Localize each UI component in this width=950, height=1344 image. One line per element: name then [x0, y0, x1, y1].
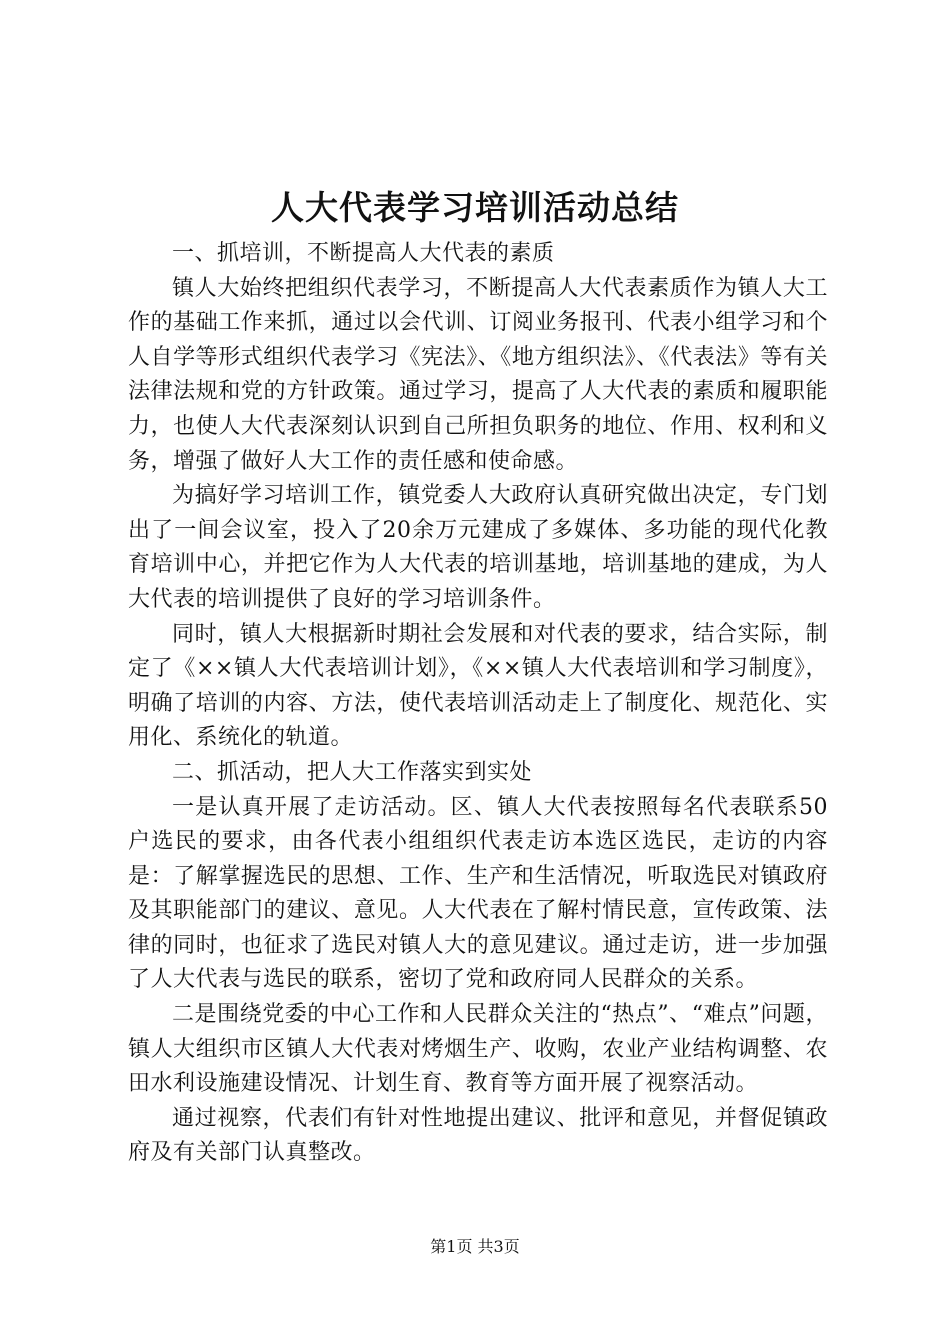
- paragraph-training-center: 为搞好学习培训工作，镇党委人大政府认真研究做出决定，专门划出了一间会议室，投入了20余万元建成了多媒体、多功能的现代化教育培训中心，并把它作为人大代表的培训基地，培训基地的建成，为人大代表的培训提供了良好的学习培训条件。: [128, 483, 828, 612]
- document-title: 人大代表学习培训活动总结: [271, 188, 679, 227]
- document-body: [128, 237, 828, 1171]
- paragraph-inspection-result: 通过视察，代表们有针对性地提出建议、批评和意见，并督促镇政府及有关部门认真整改。: [128, 1105, 828, 1166]
- paragraph-study: 镇人大始终把组织代表学习，不断提高人大代表素质作为镇人大工作的基础工作来抓，通过以会代训、订阅业务报刊、代表小组学习和个人自学等形式组织代表学习《宪法》、《地方组织法》、《代表法》等有关法律法规和党的方针政策。通过学习，提高了人大代表的素质和履职能力，也使人大代表深刻认识到自己所担负职务的地位、作用、权利和义务，增强了做好人大工作的责任感和使命感。: [128, 275, 828, 474]
- paragraph-inspection: 二是围绕党委的中心工作和人民群众关注的“热点”、“难点”问题，镇人大组织市区镇人大代表对烤烟生产、收购，农业产业结构调整、农田水利设施建设情况、计划生育、教育等方面开展了视察活动。: [128, 1002, 828, 1097]
- page-number: 第1页 共3页: [430, 1237, 520, 1256]
- paragraph-training-plan: 同时，镇人大根据新时期社会发展和对代表的要求，结合实际，制定了《××镇人大代表培训计划》，《××镇人大代表培训和学习制度》，明确了培训的内容、方法，使代表培训活动走上了制度化、规范化、实用化、系统化的轨道。: [128, 621, 828, 751]
- section-heading-training: 一、抓培训，不断提高人大代表的素质: [172, 241, 555, 266]
- paragraph-visits: 一是认真开展了走访活动。区、镇人大代表按照每名代表联系50户选民的要求，由各代表小组组织代表走访本选区选民，走访的内容是：了解掌握选民的思想、工作、生产和生活情况，听取选民对镇政府及其职能部门的建议、意见。人大代表在了解村情民意，宣传政策、法律的同时，也征求了选民对镇人大的意见建议。通过走访，进一步加强了人大代表与选民的联系，密切了党和政府同人民群众的关系。: [128, 794, 828, 993]
- section-heading-activities: 二、抓活动，把人大工作落实到实处: [172, 759, 533, 785]
